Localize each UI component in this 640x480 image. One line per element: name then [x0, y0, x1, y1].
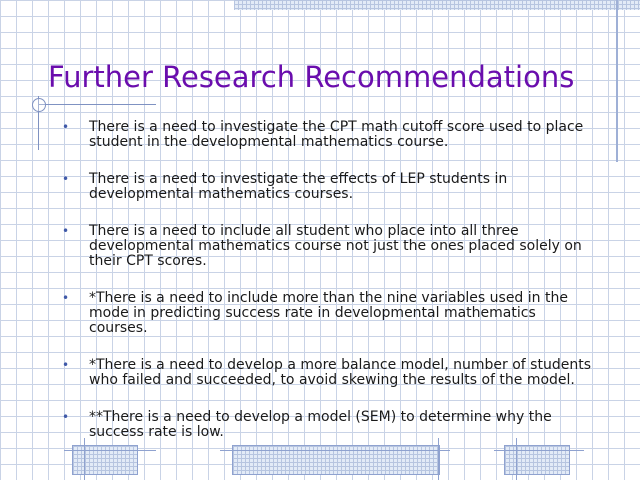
circle-decoration-icon — [32, 98, 46, 112]
bottom-decoration-vline — [84, 438, 85, 480]
bullet-item — [56, 224, 596, 269]
bullet-text: There is a need to investigate the effects of LEP students in developmental mathematics courses. — [89, 171, 508, 202]
bullet-text: *There is a need to develop a more balance model, number of students who failed and succeeded, to avoid skewing the results of the model. — [89, 357, 591, 388]
bullet-dot-icon: • — [62, 291, 70, 305]
title-underline — [38, 104, 156, 105]
top-decoration-bar — [234, 0, 640, 10]
bottom-decoration-vline — [438, 438, 439, 480]
bullet-dot-icon: • — [62, 120, 70, 134]
bullet-text: **There is a need to develop a model (SEM) to determine why the success rate is low. — [89, 409, 552, 440]
bullet-text: There is a need to investigate the CPT math cutoff score used to place student in the developmental mathematics course. — [89, 119, 584, 150]
right-decoration-line — [616, 0, 618, 162]
bullet-text: There is a need to include all student who place into all three developmental mathematics course not just the ones placed solely on their CPT scores. — [89, 223, 582, 269]
bullet-item — [56, 120, 596, 150]
bullet-dot-icon: • — [62, 410, 70, 424]
slide-title: Further Research Recommendations — [48, 60, 575, 94]
bottom-decoration-vline — [516, 438, 517, 480]
bullet-item — [56, 291, 596, 336]
bullet-text: *There is a need to include more than the nine variables used in the mode in predicting success rate in developmental mathematics courses. — [89, 290, 568, 336]
bullet-item — [56, 410, 596, 440]
bullet-list — [56, 120, 596, 462]
bullet-item — [56, 172, 596, 202]
bullet-dot-icon: • — [62, 358, 70, 372]
bottom-decoration-line-left — [64, 450, 156, 451]
bullet-dot-icon: • — [62, 172, 70, 186]
bullet-item — [56, 358, 596, 388]
bottom-decoration-line-center — [220, 450, 450, 451]
bottom-decoration-line-right — [494, 450, 584, 451]
bullet-dot-icon: • — [62, 224, 70, 238]
